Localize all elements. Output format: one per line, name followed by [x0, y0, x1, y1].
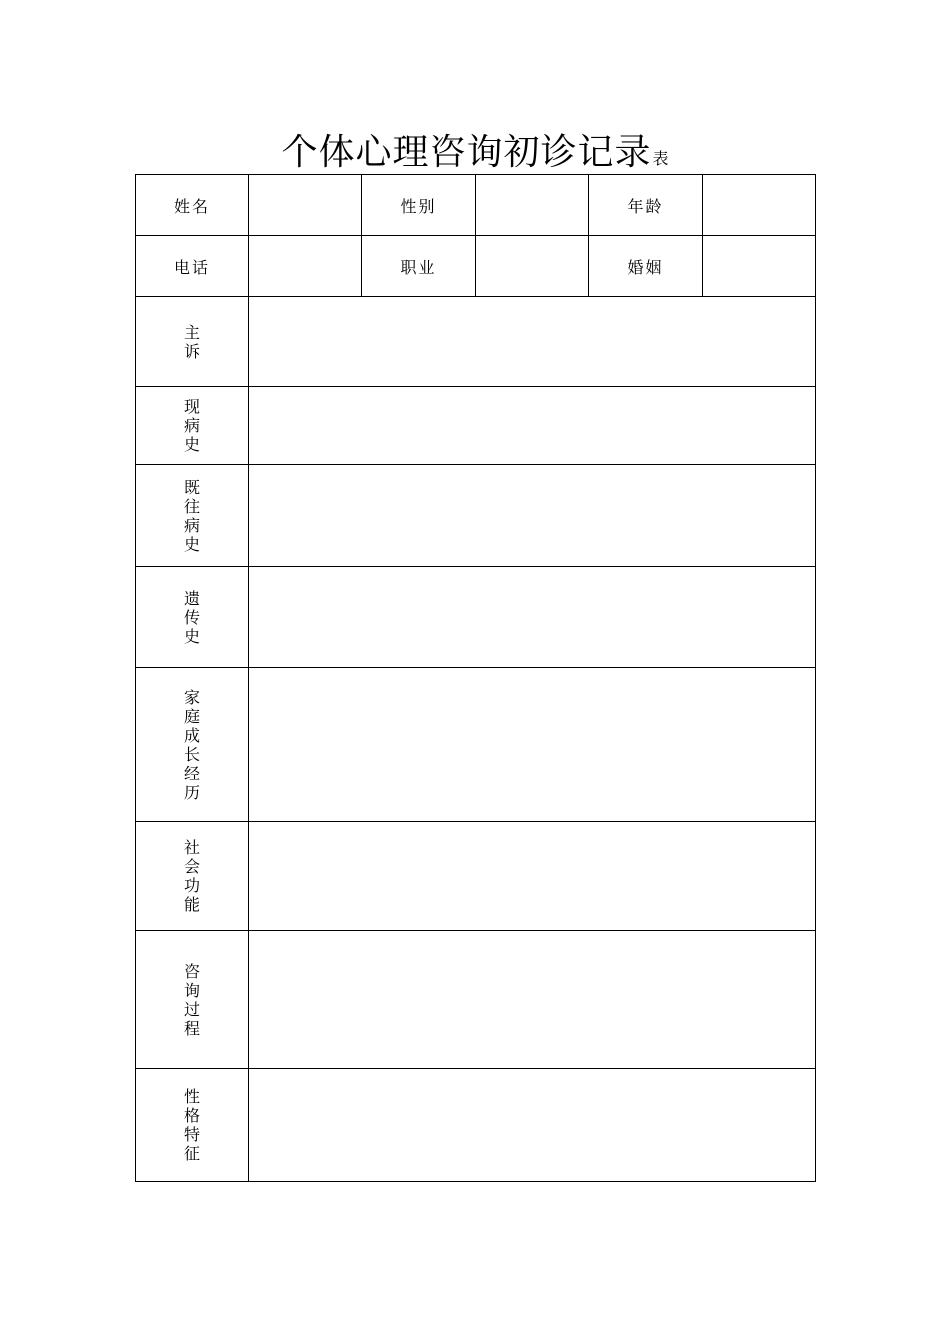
present-illness-field[interactable]: [249, 387, 816, 465]
family-history-field[interactable]: [249, 567, 816, 668]
growth-experience-field[interactable]: [249, 668, 816, 822]
phone-field[interactable]: [249, 236, 362, 297]
counseling-process-label: 咨询过程: [136, 931, 249, 1069]
social-function-row: [136, 822, 816, 931]
name-field[interactable]: [249, 175, 362, 236]
occupation-label: 职业: [362, 236, 476, 297]
marriage-label: 婚姻: [589, 236, 703, 297]
counseling-process-field[interactable]: [249, 931, 816, 1069]
growth-experience-label: 家庭成长经历: [136, 668, 249, 822]
past-history-label: 既往病史: [136, 465, 249, 567]
age-label: 年龄: [589, 175, 703, 236]
gender-field[interactable]: [476, 175, 589, 236]
present-illness-label: 现病史: [136, 387, 249, 465]
chief-complaint-row: [136, 297, 816, 387]
family-history-row: [136, 567, 816, 668]
social-function-field[interactable]: [249, 822, 816, 931]
basic-info-row-1: [136, 175, 816, 236]
family-history-label: 遗传史: [136, 567, 249, 668]
growth-experience-row: [136, 668, 816, 822]
social-function-label: 社会功能: [136, 822, 249, 931]
document-title: [0, 124, 950, 175]
name-label: 姓名: [136, 175, 249, 236]
past-history-row: [136, 465, 816, 567]
gender-label: 性别: [362, 175, 476, 236]
personality-row: [136, 1069, 816, 1182]
occupation-field[interactable]: [476, 236, 589, 297]
basic-info-row-2: [136, 236, 816, 297]
marriage-field[interactable]: [703, 236, 816, 297]
past-history-field[interactable]: [249, 465, 816, 567]
title-main: 个体心理咨询初诊记录: [281, 132, 652, 173]
intake-record-table: [135, 174, 816, 1182]
phone-label: 电话: [136, 236, 249, 297]
counseling-process-row: [136, 931, 816, 1069]
personality-label: 性格特征: [136, 1069, 249, 1182]
personality-field[interactable]: [249, 1069, 816, 1182]
chief-complaint-field[interactable]: [249, 297, 816, 387]
age-field[interactable]: [703, 175, 816, 236]
present-illness-row: [136, 387, 816, 465]
title-suffix: 表: [652, 149, 669, 168]
chief-complaint-label: 主诉: [136, 297, 249, 387]
